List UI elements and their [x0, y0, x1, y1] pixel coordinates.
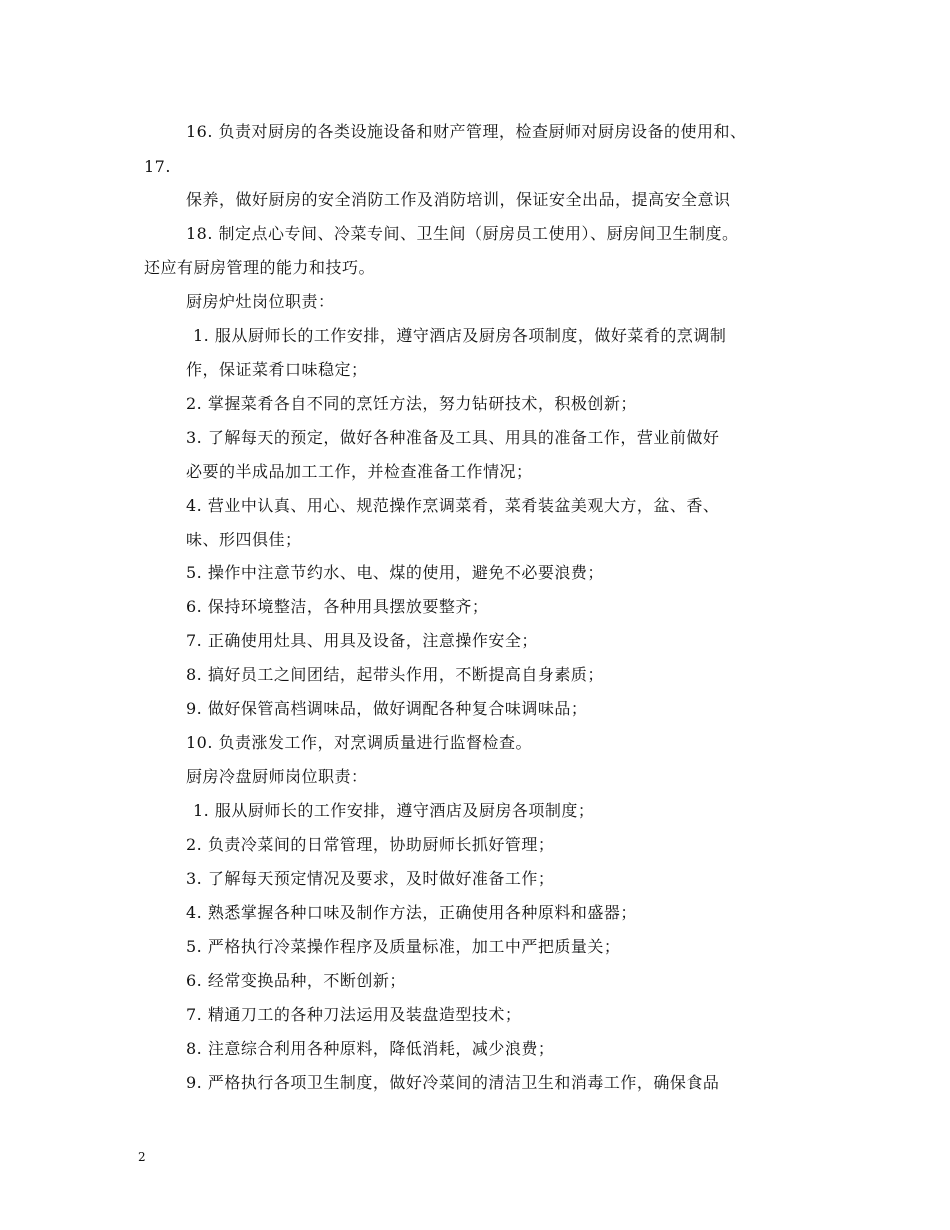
text-line: 10. 负责涨发工作，对烹调质量进行监督检查。 — [186, 733, 533, 752]
text-line: 6. 保持环境整洁，各种用具摆放要整齐； — [186, 597, 489, 616]
text-line: 4. 营业中认真、用心、规范操作烹调菜肴，菜肴装盆美观大方，盆、香、 — [186, 496, 720, 515]
text-line: 作，保证菜肴口味稳定； — [186, 360, 368, 379]
text-line: 16. 负责对厨房的各类设施设备和财产管理，检查厨师对厨房设备的使用和、 — [186, 122, 747, 141]
text-line: 还应有厨房管理的能力和技巧。 — [144, 258, 376, 277]
text-line: 必要的半成品加工工作，并检查准备工作情况； — [186, 462, 533, 481]
text-line: 6. 经常变换品种，不断创新； — [186, 971, 406, 990]
text-line: 4. 熟悉掌握各种口味及制作方法，正确使用各种原料和盛器； — [186, 903, 637, 922]
text-line: 9. 做好保管高档调味品，做好调配各种复合味调味品； — [186, 699, 588, 718]
text-line: 17. — [144, 157, 171, 176]
text-line: 18. 制定点心专间、冷菜专间、卫生间（厨房员工使用）、厨房间卫生制度。 — [186, 224, 739, 243]
text-line: 8. 注意综合利用各种原料，降低消耗，减少浪费； — [186, 1039, 555, 1058]
text-line: 3. 了解每天的预定，做好各种准备及工具、用具的准备工作，营业前做好 — [186, 428, 720, 447]
text-line: 2. 负责冷菜间的日常管理，协助厨师长抓好管理； — [186, 835, 555, 854]
section-heading: 厨房冷盘厨师岗位职责： — [186, 767, 368, 786]
text-line: 3. 了解每天预定情况及要求，及时做好准备工作； — [186, 869, 555, 888]
text-line: 9. 严格执行各项卫生制度，做好冷菜间的清洁卫生和消毒工作，确保食品 — [186, 1073, 720, 1092]
text-line: 保养，做好厨房的安全消防工作及消防培训，保证安全出品，提高安全意识 — [186, 190, 731, 209]
text-line: 8. 搞好员工之间团结，起带头作用，不断提高自身素质； — [186, 665, 604, 684]
page-number: 2 — [138, 1150, 146, 1164]
text-line: 1. 服从厨师长的工作安排，遵守酒店及厨房各项制度； — [193, 801, 595, 820]
text-line: 7. 精通刀工的各种刀法运用及装盘造型技术； — [186, 1005, 522, 1024]
text-line: 5. 操作中注意节约水、电、煤的使用，避免不必要浪费； — [186, 563, 604, 582]
text-line: 味、形四俱佳； — [186, 530, 302, 549]
section-heading: 厨房炉灶岗位职责： — [186, 292, 335, 311]
text-line: 5. 严格执行冷菜操作程序及质量标准，加工中严把质量关； — [186, 937, 621, 956]
text-line: 1. 服从厨师长的工作安排，遵守酒店及厨房各项制度，做好菜肴的烹调制 — [193, 326, 727, 345]
text-line: 7. 正确使用灶具、用具及设备，注意操作安全； — [186, 631, 538, 650]
text-line: 2. 掌握菜肴各自不同的烹饪方法，努力钻研技术，积极创新； — [186, 394, 637, 413]
